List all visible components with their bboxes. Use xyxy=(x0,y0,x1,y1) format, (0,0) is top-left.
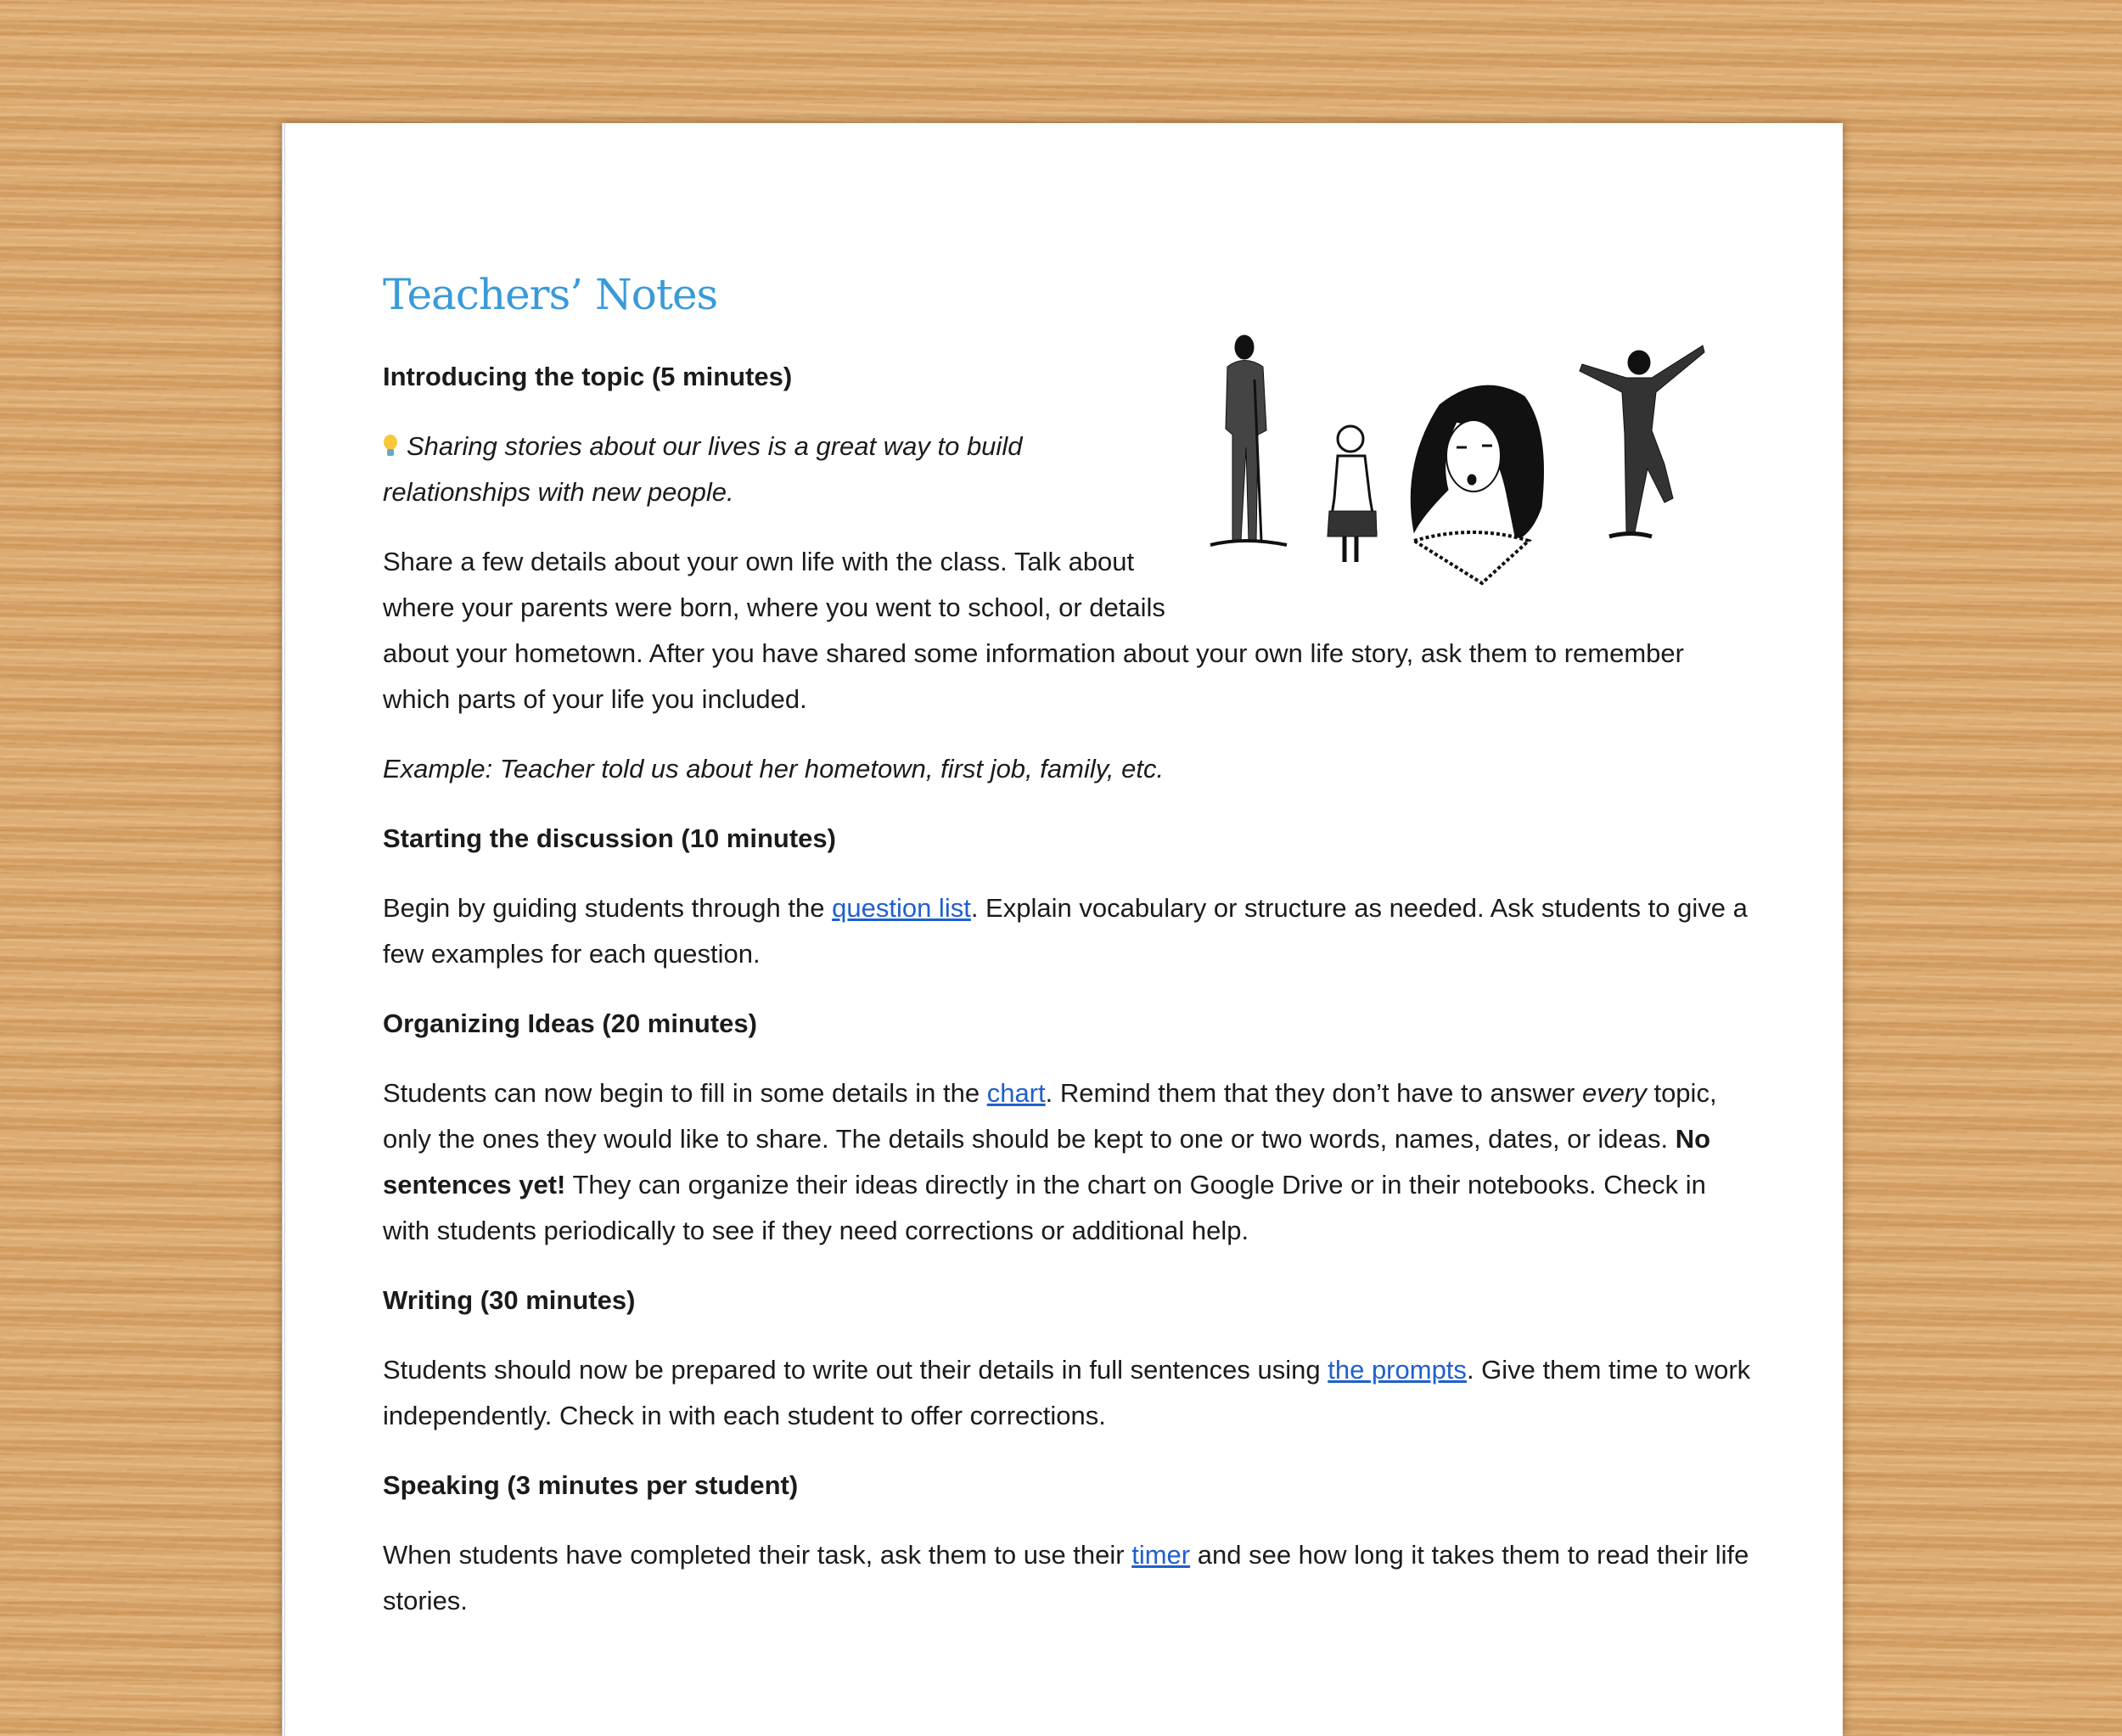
writing-body xyxy=(383,1347,1754,1439)
organizing-body xyxy=(383,1070,1754,1254)
section-heading-organizing: Organizing Ideas (20 minutes) xyxy=(383,1008,757,1038)
section-heading-discussion: Starting the discussion (10 minutes) xyxy=(383,823,836,853)
text: Students can now begin to fill in some details in the xyxy=(383,1078,987,1108)
section-heading-speaking: Speaking (3 minutes per student) xyxy=(383,1470,799,1500)
man-figure xyxy=(1210,335,1287,545)
discussion-body xyxy=(383,885,1754,977)
text: topic, only the ones they would like to share. The details should be kept to one or two words, names, dates, or ideas. xyxy=(383,1078,1717,1154)
tip-text: Sharing stories about our lives is a great way to build relationships with new people. xyxy=(383,431,1023,507)
text: . Explain vocabulary or structure as needed. Ask students to give a few examples for each question. xyxy=(383,893,1748,969)
text: . Remind them that they don’t have to answer xyxy=(1045,1078,1583,1108)
chart-link[interactable]: chart xyxy=(986,1078,1046,1108)
intro-body: Share a few details about your own life with the class. Talk about where your parents were born, where you went to school, or details about your hometown. After you have shared some information about your own life story, ask them to remember which parts of your life you included. xyxy=(383,547,1684,714)
vintage-people-illustration xyxy=(1202,329,1711,592)
emphasis: every xyxy=(1582,1078,1647,1108)
section-heading-introducing: Introducing the topic (5 minutes) xyxy=(383,362,793,391)
girl-figure xyxy=(1328,426,1377,562)
text: . Give them time to work independently. Check in with each student to offer corrections. xyxy=(383,1355,1751,1430)
document-page xyxy=(282,123,1843,1736)
text: and see how long it takes them to read their life stories. xyxy=(383,1540,1749,1615)
text: Students should now be prepared to write out their details in full sentences using xyxy=(383,1355,1328,1385)
timer-link[interactable]: timer xyxy=(1131,1540,1191,1570)
woman-portrait xyxy=(1411,385,1543,583)
intro-example: Example: Teacher told us about her hometown, first job, family, etc. xyxy=(383,754,1165,784)
dancing-man-figure xyxy=(1580,346,1704,537)
text: Begin by guiding students through the xyxy=(383,893,833,923)
prompts-link[interactable]: the prompts xyxy=(1328,1355,1467,1385)
section-heading-writing: Writing (30 minutes) xyxy=(383,1285,636,1315)
page-title: Teachers’ Notes xyxy=(383,270,718,319)
speaking-body xyxy=(383,1532,1754,1624)
document-content xyxy=(383,267,1754,1648)
lightbulb-icon xyxy=(383,435,398,458)
text: They can organize their ideas directly in the chart on Google Drive or in their notebooks. Check in with students periodically to see if they need corrections or additional help. xyxy=(383,1170,1706,1245)
text: When students have completed their task, ask them to use their xyxy=(383,1540,1132,1570)
bold-note: No sentences yet! xyxy=(383,1124,1711,1199)
question-list-link[interactable]: question list xyxy=(832,893,971,923)
